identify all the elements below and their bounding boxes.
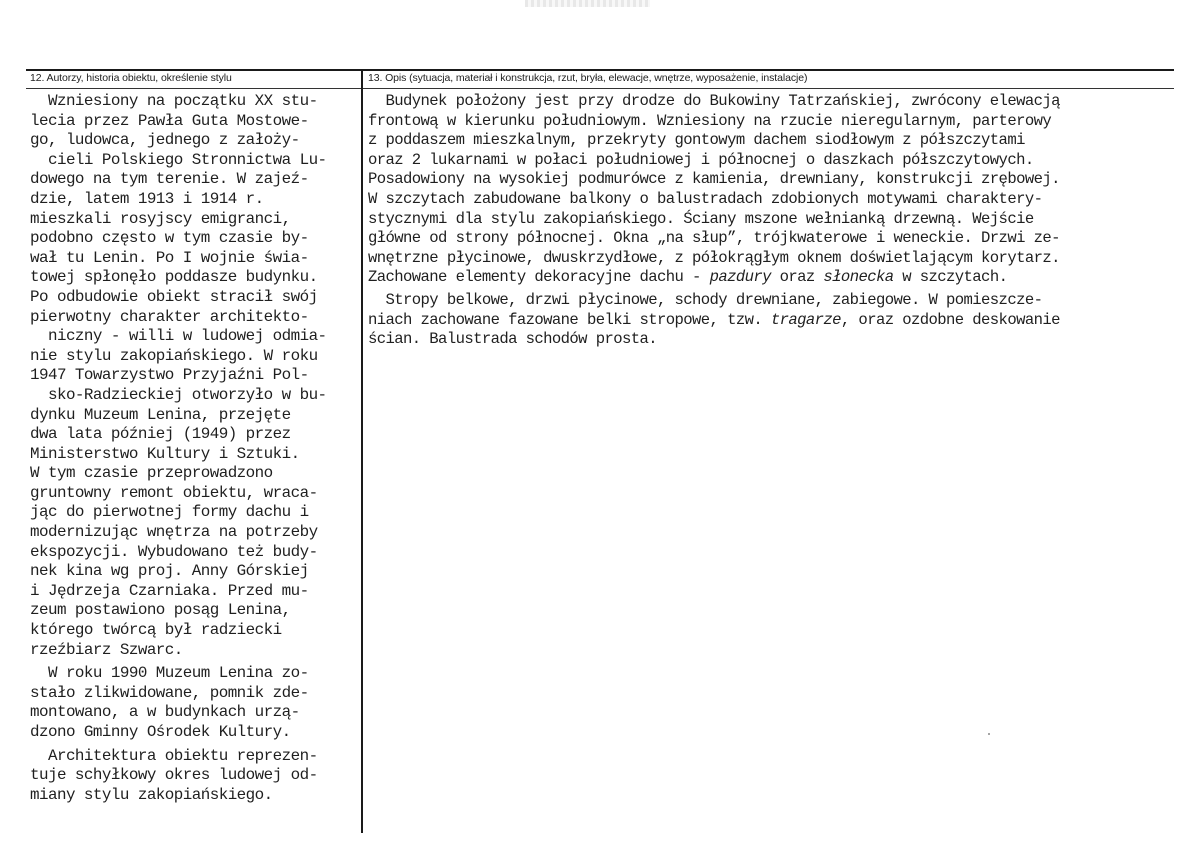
text-segment: stycznymi dla stylu zakopiańskiego. Ściany mszone wełnianką drzewną. Wejście [368, 209, 1034, 228]
text-line: Ministerstwo Kultury i Sztuki. [30, 444, 300, 463]
section-13-body [368, 92, 1178, 350]
scan-artifact [525, 0, 650, 7]
text-line: stało zlikwidowane, pomnik zde- [30, 683, 309, 702]
text-segment: frontową w kierunku południowym. Wzniesiony na rzucie nieregularnym, parterowy [368, 111, 1052, 130]
text-line: lecia przez Pawła Guta Mostowe- [30, 111, 309, 130]
text-line [368, 112, 1178, 132]
text-line: 1947 Towarzystwo Przyjaźni Pol- [30, 366, 309, 385]
text-line: zeum postawiono posąg Lenina, [30, 601, 291, 620]
text-line: gruntowny remont obiektu, wraca- [30, 483, 318, 502]
text-segment: W szczytach zabudowane balkony o balustradach zdobionych motywami charaktery- [368, 189, 1043, 208]
text-line: towej spłonęło poddasze budynku. [30, 268, 318, 287]
section-12-body [30, 92, 358, 805]
text-line [368, 229, 1178, 249]
text-line: sko-Radzieckiej otworzyło w bu- [30, 385, 327, 404]
text-segment: Budynek położony jest przy drodze do Bukowiny Tatrzańskiej, zwrócony elewacją [368, 92, 1060, 110]
text-line: W roku 1990 Muzeum Lenina zo- [30, 664, 309, 683]
text-line [368, 170, 1178, 190]
text-line [368, 210, 1178, 230]
text-line [368, 92, 1178, 112]
text-line: jąc do pierwotnej formy dachu i [30, 503, 309, 522]
text-line: nie stylu zakopiańskiego. W roku [30, 346, 318, 365]
text-line [368, 330, 1178, 350]
text-line [368, 131, 1178, 151]
scan-speck [988, 733, 990, 735]
text-line: modernizując wnętrza na potrzeby [30, 523, 318, 542]
italic-term: słonecka [823, 268, 894, 287]
italic-term: pazdury [709, 268, 771, 287]
top-rule [26, 69, 1174, 71]
text-line: i Jędrzeja Czarniaka. Przed mu- [30, 581, 309, 600]
text-line: dzono Gminny Ośrodek Kultury. [30, 723, 291, 741]
text-line: dzie, latem 1913 i 1914 r. [30, 189, 264, 208]
text-line [368, 190, 1178, 210]
text-line: cieli Polskiego Stronnictwa Lu- [30, 150, 327, 169]
section-13-paragraph [368, 291, 1178, 350]
text-line: montowano, a w budynkach urzą- [30, 703, 300, 722]
text-line: Architektura obiektu reprezen- [30, 746, 318, 765]
section-13-paragraph [368, 92, 1178, 288]
text-line: W tym czasie przeprowadzono [30, 464, 273, 483]
text-segment: ścian. Balustrada schodów prosta. [368, 330, 658, 349]
text-segment: z poddaszem mieszkalnym, przekryty gontowym dachem siodłowym z półszczytami [368, 131, 1025, 150]
text-line: dowego na tym terenie. W zajeź- [30, 170, 309, 189]
text-segment: niach zachowane fazowane belki stropowe, tzw. [368, 310, 771, 329]
text-line: dwa lata później (1949) przez [30, 425, 291, 444]
section-12-paragraph [30, 747, 358, 806]
text-segment: główne od strony północnej. Okna „na słup”, trójkwaterowe i weneckie. Drzwi ze- [368, 229, 1060, 248]
text-segment: w szczytach. [893, 268, 1008, 287]
text-line: mieszkali rosyjscy emigranci, [30, 209, 291, 228]
text-segment: oraz 2 lukarnami w połaci południowej i północnej o daszkach półszczytowych. [368, 150, 1034, 169]
text-line: niczny - willi w ludowej odmia- [30, 327, 327, 346]
text-line: rzeźbiarz Szwarc. [30, 640, 183, 659]
text-line [368, 268, 1178, 288]
text-line: go, ludowca, jednego z założy- [30, 131, 300, 150]
text-segment: Stropy belkowe, drzwi płycinowe, schody drewniane, zabiegowe. W pomieszcze- [368, 290, 1043, 309]
text-line: wał tu Lenin. Po I wojnie świa- [30, 248, 309, 267]
section-12-paragraph [30, 92, 358, 660]
text-segment: wnętrzne płycinowe, dwuskrzydłowe, z półokrągłym oknem doświetlającym korytarz. [368, 248, 1060, 267]
text-line: nek kina wg proj. Anny Górskiej [30, 562, 309, 581]
text-line: pierwotny charakter architekto- [30, 307, 309, 326]
section-13-header: 13. Opis (sytuacja, materiał i konstrukcja, rzut, bryła, elewacje, wnętrze, wyposażenie, instalacje) [368, 72, 808, 84]
text-segment: , oraz ozdobne deskowanie [840, 310, 1060, 329]
text-line [368, 249, 1178, 269]
text-segment: oraz [770, 268, 824, 287]
text-line: miany stylu zakopiańskiego. [30, 785, 273, 804]
text-segment: Posadowiony na wysokiej podmurówce z kamienia, drewniany, konstrukcji zrębowej. [368, 170, 1060, 189]
text-line: tuje schyłkowy okres ludowej od- [30, 766, 318, 785]
text-line: którego twórcą był radziecki [30, 621, 282, 640]
header-rule [26, 88, 1174, 89]
section-12-header: 12. Autorzy, historia obiektu, określenie stylu [30, 72, 232, 84]
text-segment: Zachowane elementy dekoracyjne dachu - [368, 268, 710, 287]
text-line [368, 151, 1178, 171]
text-line: podobno często w tym czasie by- [30, 229, 309, 248]
text-line: Wzniesiony na początku XX stu- [30, 92, 318, 110]
section-12-paragraph [30, 664, 358, 742]
column-divider [361, 69, 363, 833]
text-line: dynku Muzeum Lenina, przejęte [30, 405, 291, 424]
italic-term: tragarze [770, 310, 841, 329]
text-line: Po odbudowie obiekt stracił swój [30, 287, 318, 306]
text-line: ekspozycji. Wybudowano też budy- [30, 542, 318, 561]
text-line [368, 311, 1178, 331]
text-line [368, 291, 1178, 311]
